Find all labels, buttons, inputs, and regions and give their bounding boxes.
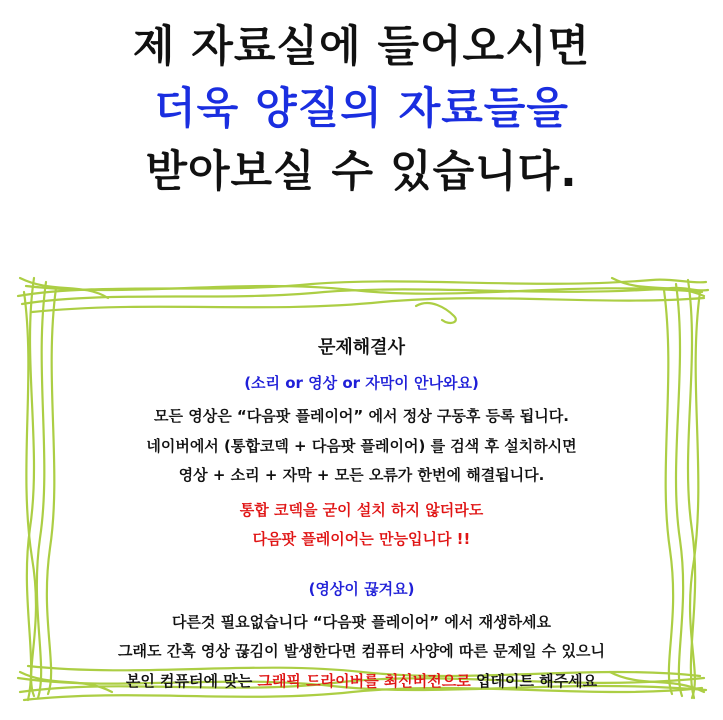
- block2-final-line: [12, 667, 711, 696]
- block1-emphasis-1: 통합 코덱을 굳이 설치 하지 않더라도: [239, 501, 484, 520]
- block1-line-3: 영상 + 소리 + 자막 + 모든 오류가 한번에 해결됩니다.: [178, 465, 545, 484]
- body-text-block: [12, 268, 711, 708]
- block1-emphasis-2: 다음팟 플레이어는 만능입니다 !!: [252, 530, 471, 549]
- section-title: 문제해결사: [318, 337, 405, 358]
- headline-line-3: 받아보실 수 있습니다.: [145, 146, 578, 197]
- final-line-suffix: 업데이트 해주세요: [470, 671, 598, 690]
- block1-line-2: 네이버에서 (통합코덱 + 다음팟 플레이어) 를 검색 후 설치하시면: [146, 436, 577, 455]
- headline-block: [0, 16, 723, 203]
- headline-line-2: 더욱 양질의 자료들을: [154, 84, 569, 135]
- block2-line-2: 그래도 간혹 영상 끊김이 발생한다면 컴퓨터 사양에 따른 문제일 수 있으니: [118, 642, 605, 661]
- framed-section: [12, 268, 711, 708]
- question-1: (소리 or 영상 or 자막이 안나와요): [244, 373, 479, 392]
- final-line-highlight: 그래픽 드라이버를 최신버전으로: [257, 671, 471, 690]
- question-2: (영상이 끊겨요): [308, 579, 415, 598]
- block2-line-1: 다른것 필요없습니다 “다음팟 플레이어” 에서 재생하세요: [171, 613, 552, 632]
- headline-line-1: 제 자료실에 들어오시면: [132, 22, 591, 72]
- spacer-2: [12, 555, 711, 577]
- block1-line-1: 모든 영상은 “다음팟 플레이어” 에서 정상 구동후 등록 됩니다.: [154, 407, 569, 426]
- final-line-prefix: 본인 컴퓨터에 맞는: [125, 671, 258, 690]
